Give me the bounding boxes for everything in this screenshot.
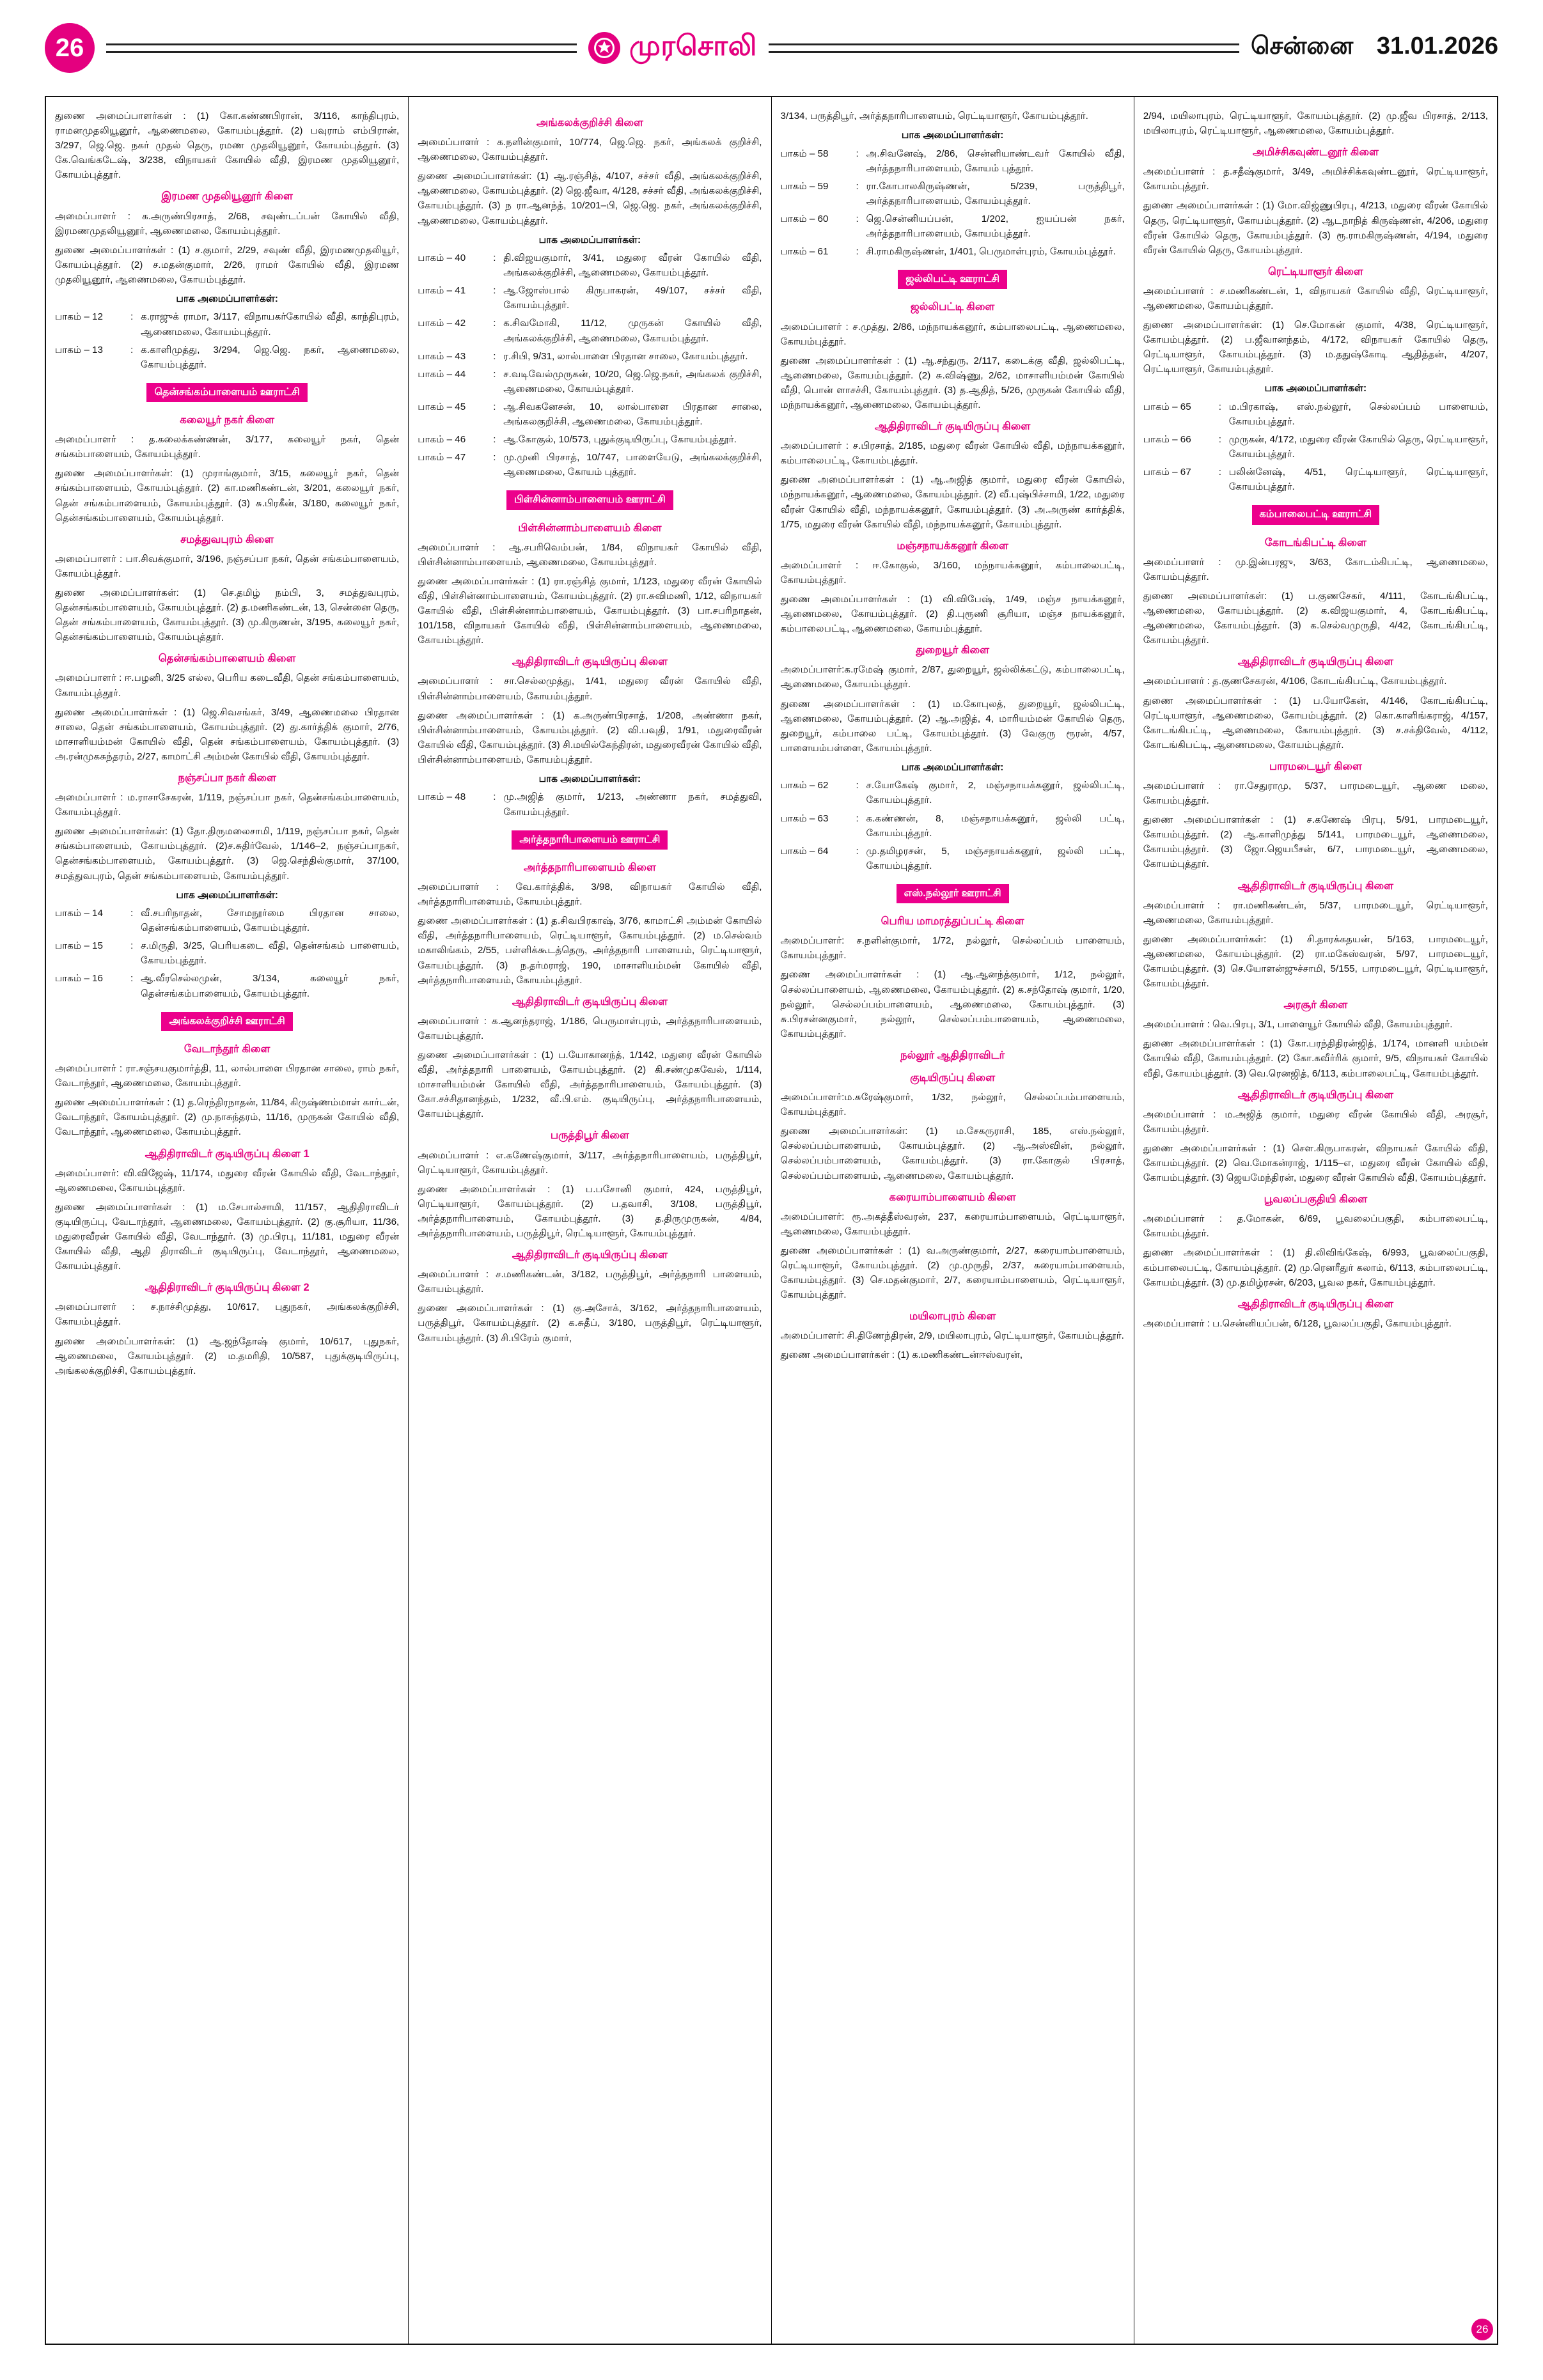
branch-heading: அர்த்தநாரிபாளையம் கிளை — [523, 861, 656, 873]
paragraph: துணை அமைப்பாளர்கள் : (1) ஆ.அஜித் குமார், மதுரை வீரன் கோயில், மந்நாயக்கனூர், ஆணைமலை, கோயம்புத்தூர். (2) வீ.புஷ்பிச்சாமி, 1/22, மதுரை வீரன் கோயில் வீதி, மந்நாயக்கனூர், கோயம்புத்தூர். (3) அ.அருண் கார்த்திக், 1/75, மதுரை வீரன் கோயில் வீதி, மந்நாயக்கனூர், கோயம்புத்தூர். — [780, 474, 1125, 530]
part-organiser-row — [781, 212, 1125, 241]
branch-heading: குடியிருப்பு கிளை — [910, 1072, 996, 1084]
part-organiser-row — [418, 349, 762, 364]
branch-heading: நஞ்சப்பா நகர் கிளை — [178, 772, 276, 784]
part-number: பாகம் – 67 — [1143, 467, 1191, 478]
column-4 — [1134, 97, 1497, 2344]
paragraph: அமைப்பாளர் : ச.பிரசாத், 2/185, மதுரை வீரன் கோயில் வீதி, மந்நாயக்கனூர், கம்பாலைபட்டி, கோயம்புத்தூர். — [780, 440, 1125, 467]
paragraph: துணை அமைப்பாளர்கள் : (1) ம.கோபுலத், துறையூர், ஜல்லிபட்டி, ஆணைமலை, கோயம்புத்தூர். (2) ஆ.அஜித், 4, மாரியம்மன் கோயில் தெரு, துறையூர், கம்பாலை பட்டி, கோயம்புத்தூர். (3) வேகுரு ரூரன், 4/57, பாளையம்பள்ளை, கோயம்புத்தூர். — [780, 698, 1125, 754]
part-organiser-detail: க.காளிமுத்து, 3/294, ஜெ.ஜெ. நகர், ஆணைமலை, கோயம்புத்தூர். — [141, 344, 400, 370]
paragraph: துணை அமைப்பாளர்கள்: (1) ஆ.ஜந்தோஷ் குமார், 10/617, புதுநகர், ஆணைமலை, கோயம்புத்தூர். (2) ம.தமரிதி, 10/587, புதுக்குடியிருப்பு, அங்கலக்குறிச்சி, கோயம்புத்தூர். — [55, 1335, 400, 1376]
paragraph: துணை அமைப்பாளர்கள் : (1) கு.அசோக், 3/162, அர்த்தநாரிபாளையம், பருத்திபூர், கோயம்புத்தூர். (2) க.சுதீப், 3/180, பருத்திபூர், ரெட்டியாளூர், கோயம்புத்தூர். (3) சி.பிரேம் குமார், — [418, 1303, 762, 1344]
part-number: பாகம் – 42 — [418, 318, 466, 329]
part-organiser-row — [418, 400, 762, 429]
paragraph: அமைப்பாளர் : ஈ.பழனி, 3/25 எல்ல, பெரிய கடைவீதி, தென் சங்கம்பாளையம், கோயம்புத்தூர். — [55, 673, 400, 699]
part-organiser-row — [55, 343, 399, 372]
part-number: பாகம் – 47 — [418, 452, 466, 463]
panchayat-heading: அங்கலக்குறிச்சி ஊராட்சி — [161, 1012, 292, 1031]
panchayat-heading-wrap — [55, 1004, 399, 1035]
paragraph: அமைப்பாளர்:ம.சுரேஷ்குமார், 1/32, நல்லூர், செல்லப்பம்பாளையம், கோயம்புத்தூர். — [780, 1092, 1125, 1118]
part-number: பாகம் – 14 — [55, 908, 103, 919]
murasoli-emblem-icon — [588, 32, 620, 64]
part-organiser-row — [418, 283, 762, 313]
branch-heading: ஆதிதிராவிடர் குடியிருப்பு கிளை — [1237, 880, 1393, 892]
branch-heading: நல்லூர் ஆதிதிராவிடர் — [900, 1049, 1005, 1061]
masthead-title: முரசொலி — [629, 30, 757, 61]
paragraph: அமைப்பாளர் : ச.மணிகண்டன், 1, விநாயகர் கோயில் வீதி, ரெட்டியாளூர், ஆணைமலை, கோயம்புத்தூர். — [1143, 285, 1488, 311]
part-organiser-row — [781, 244, 1125, 259]
row-separator: : — [856, 845, 859, 857]
row-separator: : — [493, 452, 496, 463]
paragraph: துணை அமைப்பாளர்கள் : (1) க.அருண்பிரசாத், 1/208, அண்ணா நகர், பிள்சின்னாம்பாளையம், கோயம்புத்தூர். (2) வி.பவுதி, 1/91, மதுரைவீரன் கோயில் வீதி, கோயம்புத்தூர். (3) சி.மயில்கேந்திரன், மதுரைவீரன் கோயில் வீதி, பிள்சின்னாம்பாளையம், கோயம்புத்தூர். — [418, 710, 762, 765]
paragraph: அமைப்பாளர் : ச.மணிகண்டன், 3/182, பருத்திபூர், அர்த்தநாரி பாளையம், கோயம்புத்தூர். — [418, 1269, 762, 1295]
paragraph: துணை அமைப்பாளர்கள் : (1) கோ.கண்ணபிரான், 3/116, காந்திபுரம், ராமனமுதலியூனூர், ஆணைமலை, கோயம்புத்தூர். (2) பவுராம் எம்பிரான், 3/297, ஜெ.ஜெ. நகர் முதல் தெரு, ரமண முதலியூனூர், கோயம்புத்தூர். (3) கே.வெங்கடேஷ், 3/238, விநாயகர் கோயில் வீதி, இரமண முதலியூனூர், கோயம்புத்தூர். — [55, 111, 400, 181]
row-separator: : — [493, 350, 496, 362]
part-organiser-detail: ஆ.ஜோஸ்பால் கிருபாகரன், 49/107, சச்சர் வீதி, கோயம்புத்தூர். — [503, 285, 762, 311]
branch-heading: ஆதிதிராவிடர் குடியிருப்பு கிளை — [875, 421, 1031, 433]
part-organiser-row — [55, 971, 399, 1000]
paragraph: துணை அமைப்பாளர்கள் : (1) ரா.ரஞ்சித் குமார், 1/123, மதுரை வீரன் கோயில் வீதி, பிள்சின்னாம்பாளையம், கோயம்புத்தூர். (2) ரா.சுவிமணி, 1/12, விநாயகர் கோயில் வீதி, பிள்சின்னாம்பாளையம், கோயம்புத்தூர். (3) பா.சபரிநாதன், 101/158, விநாயகர் கோயில் வீதி, பிள்சின்னாம்பாளையம், ஆணைமலை, கோயம்புத்தூர். — [418, 575, 762, 646]
column-2 — [409, 97, 771, 2344]
paragraph: துணை அமைப்பாளர்கள் : (1) ஜெ.சிவசங்கர், 3/49, ஆணைமலை பிரதான சாலை, தென் சங்கம்பாளையம், கோயம்புத்தூர். (2) து.கார்த்திக் குமார், 2/76, மாசாளியம்மன் கோயில் வீதி, தென் சங்கம்பாளையம், கோயம்புத்தூர். (3) அ.ரன்முகசுந்தரம், 2/27, காமாட்சி அம்மன் கோயில் வீதி, கோயம்புத்தூர். — [55, 706, 400, 762]
column-1 — [46, 97, 409, 2344]
branch-heading: ஆதிதிராவிடர் குடியிருப்பு கிளை 1 — [145, 1147, 309, 1160]
part-number: பாகம் – 61 — [780, 246, 829, 258]
part-number: பாகம் – 13 — [55, 344, 103, 355]
part-organiser-detail: ம.பிரகாஷ், எஸ்.நல்லூர், செல்லப்பம் பாளையம், கோயம்புத்தூர். — [1228, 401, 1488, 427]
branch-heading: ஜல்லிபட்டி கிளை — [910, 301, 995, 313]
paragraph: அமைப்பாளர் : க.ஆனந்தராஜ், 1/186, பெருமாள்புரம், அர்த்தநாரிபாளையம், கோயம்புத்தூர். — [418, 1015, 762, 1041]
paragraph: துணை அமைப்பாளர்கள் : (1) ச.குமார், 2/29, சவுண் வீதி, இரமணமுதலியூர், கோயம்புத்தூர். (2) ச.மதன்குமார், 2/26, ராமர் கோயில் வீதி, இரமண முதலியூனூர், ஆணைமலை, கோயம்புத்தூர். — [55, 244, 400, 285]
row-separator: : — [493, 253, 496, 264]
branch-heading: ஆதிதிராவிடர் குடியிருப்பு கிளை — [512, 1249, 668, 1261]
part-organiser-detail: ர.சிபி, 9/31, லால்பாளை பிரதான சாலை, கோயம்புத்தூர். — [503, 350, 748, 362]
column-3 — [772, 97, 1134, 2344]
paragraph: துணை அமைப்பாளர்கள் : (1) த.ரெந்திரநாதன், 11/84, கிருஷ்ணம்மாள் கார்டன், வேடாந்தூர், கோயம்புத்தூர். (2) மு.நாசுந்தரம், 11/16, முருகன் கோயில் வீதி, வேடாந்தூர், ஆணைமலை, கோயம்புத்தூர். — [55, 1097, 400, 1138]
part-number: பாகம் – 65 — [1143, 401, 1191, 412]
row-separator: : — [130, 344, 134, 355]
part-organiser-detail: ச.வடிவேல்முருகன், 10/20, ஜெ.ஜெ.நகர், அங்கலக் குறிச்சி, ஆணைமலை, கோயம்புத்தூர். — [503, 368, 762, 394]
part-organiser-row — [418, 367, 762, 396]
row-separator: : — [856, 148, 859, 159]
branch-heading: அரசூர் கிளை — [1283, 999, 1348, 1011]
paragraph: அமைப்பாளர் : ப.சென்னியப்பன், 6/128, பூவலப்பகுதி, கோயம்புத்தூர். — [1143, 1318, 1452, 1329]
paragraph: அமைப்பாளர் : த.குணசேகரன், 4/106, கோடங்கிபட்டி, கோயம்புத்தூர். — [1143, 676, 1447, 687]
part-organiser-detail: ரா.கோபாலகிருஷ்ணன், 5/239, பருத்திபூர், அர்த்தநாரிபாளையம், கோயம்புத்தூர். — [866, 180, 1125, 206]
paragraph: துணை அமைப்பாளர்கள் : (1) ம.சேபால்சாமி, 11/157, ஆதிதிராவிடர் குடியிருப்பு, வேடாந்தூர், ஆணைமலை, கோயம்புத்தூர். (2) கு.சூரியா, 11/36, மதுரைவீரன் கோயில் வீதி, வேடாந்தூர். (3) மு.பிரபு, 11/181, மதுரை வீரன் கோயில் வீதி, ஆதி திராவிடர் குடியிருப்பு, வேடாந்தூர், ஆணைமலை, கோயம்புத்தூர். — [55, 1201, 400, 1272]
branch-heading: பாரமடையூர் கிளை — [1269, 760, 1362, 772]
paragraph: அமைப்பாளர் : ஆ.சபரிவெம்பன், 1/84, விநாயகர் கோயில் வீதி, பிள்சின்னாம்பாளையம், ஆணைமலை, கோயம்புத்தூர். — [418, 541, 762, 568]
paragraph: துணை அமைப்பாளர்கள் : (1) ப.பசோனி குமார், 424, பருத்திபூர், ரெட்டியாளூர், கோயம்புத்தூர். (2) ப.தவாசி, 3/108, பருத்திபூர், அர்த்தநாரிபாளையம், கோயம்புத்தூர். (3) த.திருமுருகன், 4/84, அர்த்தநாரிபாளையம், பருத்திபூர், ரெட்டியாளூர், கோயம்புத்தூர். — [418, 1183, 762, 1239]
paragraph: 2/94, மயிலாபுரம், ரெட்டியாளூர், கோயம்புத்தூர். (2) மு.ஜீவ பிரசாத், 2/113, மயிலாபுரம், ரெட்டியாளூர், ஆணைமலை, கோயம்புத்தூர். — [1143, 111, 1488, 137]
paragraph: அமைப்பாளர்:க.ரமேஷ் குமார், 2/87, துறையூர், ஜல்லிக்கட்டு, கம்பாலைபட்டி, ஆணைமலை, கோயம்புத்தூர். — [780, 664, 1125, 690]
masthead-rule-left — [106, 43, 577, 53]
part-number: பாகம் – 48 — [418, 791, 466, 803]
row-separator: : — [130, 908, 134, 919]
part-number: பாகம் – 46 — [418, 434, 466, 446]
paragraph: துணை அமைப்பாளர்கள் : (1) ஆ.ஆனந்த்குமார், 1/12, நல்லூர், செல்லப்பாளையம், ஆணைமலை, கோயம்புத்தூர். (2) க.சந்தோஷ் குமார், 1/20, நல்லூர், செல்லப்பம்பாளையம், ஆணைமலை, கோயம்புத்தூர். (3) சு.பிரசன்னகுமார், நல்லூர், செல்லப்பம்பாளையம், ஆணைமலை, கோயம்புத்தூர். — [780, 969, 1125, 1039]
branch-heading: சமத்துவபுரம் கிளை — [180, 533, 274, 545]
paragraph: 3/134, பருத்திபூர், அர்த்தநாரிபாளையம், ரெட்டியாளூர், கோயம்புத்தூர். — [780, 111, 1088, 121]
branch-heading: ரெட்டியாளூர் கிளை — [1267, 265, 1363, 277]
section-label: பாக அமைப்பாளர்கள்: — [901, 130, 1004, 141]
part-organiser-row — [781, 844, 1125, 873]
paragraph: துணை அமைப்பாளர்கள்: (1) செ.மோகன் குமார், 4/38, ரெட்டியாளூர், கோயம்புத்தூர். (2) ப.ஜீவானந்தம், 4/172, விநாயகர் கோயில் தெரு, ரெட்டியாளூர், கோயம்புத்தூர். (3) ம.ததுஷ்கோடி ஆதித்தன், 4/207, ரெட்டியாளூர், கோயம்புத்தூர். — [1143, 320, 1488, 375]
part-organiser-row — [781, 778, 1125, 807]
part-organiser-detail: ஜெ.சென்னியப்பன், 1/202, ஐயப்பன் நகர், அர்த்தநாரிபாளையம், கோயம்புத்தூர். — [866, 213, 1125, 239]
paragraph: அமைப்பாளர் : வே.கார்த்திக், 3/98, விநாயகர் கோயில் வீதி, அர்த்தநாரிபாளையம், கோயம்புத்தூர். — [418, 882, 762, 908]
paragraph: துணை அமைப்பாளர்கள் : (1) ப.யோகேன், 4/146, கோடங்கிபட்டி, ரெட்டியாளூர், ஆணைமலை, கோயம்புத்தூர். (2) கொ.காளிங்கராஜ், 4/157, கோடங்கிபட்டி, ஆணைமலை, கோயம்புத்தூர். (3) ச.சக்திவேல், 4/112, கோடங்கிபட்டி, ஆணைமலை, கோயம்புத்தூர். — [1143, 695, 1488, 751]
branch-heading: இரமண முதலியூனூர் கிளை — [161, 191, 293, 203]
part-number: பாகம் – 41 — [418, 285, 466, 297]
section-label: பாக அமைப்பாளர்கள்: — [538, 774, 641, 785]
panchayat-heading-wrap — [1143, 497, 1488, 528]
part-organiser-row — [418, 789, 762, 819]
panchayat-heading: எஸ்.நல்லூர் ஊராட்சி — [897, 884, 1009, 903]
part-organiser-row — [781, 146, 1125, 176]
part-number: பாகம் – 40 — [418, 253, 466, 264]
branch-heading: மஞ்சநாயக்கனூர் கிளை — [897, 540, 1008, 552]
part-number: பாகம் – 45 — [418, 401, 466, 412]
row-separator: : — [493, 285, 496, 297]
branch-heading: கலையூர் நகர் கிளை — [180, 414, 275, 426]
part-number: பாகம் – 12 — [55, 311, 103, 323]
paragraph: அமைப்பாளர் : ரா.சேதுராமு, 5/37, பாரமடையூர், ஆணை மலை, கோயம்புத்தூர். — [1143, 781, 1488, 807]
part-number: பாகம் – 64 — [780, 845, 829, 857]
paragraph: அமைப்பாளர் : த.கலைக்கண்ணன், 3/177, கலையூர் நகர், தென் சங்கம்பாளையம், கோயம்புத்தூர். — [55, 434, 400, 460]
panchayat-heading: ஜல்லிபட்டி ஊராட்சி — [898, 270, 1007, 289]
panchayat-heading-wrap — [55, 375, 399, 406]
part-organiser-detail: மு.முனி பிரசாத், 10/747, பாளையேடு, அங்கலக்குறிச்சி, ஆணைமலை, கோயம் புத்தூர். — [503, 452, 762, 478]
part-number: பாகம் – 63 — [780, 813, 829, 824]
row-separator: : — [856, 780, 859, 791]
part-organiser-detail: வீ.சபரிநாதன், சோமநூர்மை பிரதான சாலை, தென்சங்கம்பாளையம், கோயம்புத்தூர். — [141, 908, 400, 934]
part-organiser-detail: க.கண்ணன், 8, மஞ்சநாயக்கனூர், ஜல்லி பட்டி, கோயம்புத்தூர். — [866, 813, 1125, 839]
part-number: பாகம் – 15 — [55, 940, 103, 952]
paragraph: துணை அமைப்பாளர்கள் : (1) த.சிவபிரகாஷ், 3/76, காமாட்சி அம்மன் கோயில் வீதி, அர்த்தநாரிபாளையம், ரெட்டியாளூர், கோயம்புத்தூர். (2) ம.செல்வம் மகாலிங்கம், 2/55, பள்ளிக்கூடத்தெரு, அர்த்தநாரி பாளையம், ரெட்டியாளூர், கோயம்புத்தூர். (3) ந.தர்மராஜ், 190, மாசாளியம்மன் கோயில் வீதி, அர்த்தநாரிபாளையம், கோயம்புத்தூர். — [418, 915, 762, 986]
masthead — [0, 0, 1543, 96]
branch-heading: பெரிய மாமரத்துப்பட்டி கிளை — [881, 915, 1024, 928]
paragraph: துணை அமைப்பாளர்கள் : (1) சௌ.கிருபாகரன், விநாயகர் கோயில் வீதி, கோயம்புத்தூர். (2) வெ.மோகன்ராஜ், 1/115–எ, மதுரை வீரன் கோயில் வீதி, கோயம்புத்தூர். (3) ஜெயமேந்திரன், மதுரை வீரன் கோயில் வீதி, கோயம்புத்தூர். — [1143, 1142, 1488, 1184]
masthead-rule-right — [769, 43, 1239, 53]
section-label: பாக அமைப்பாளர்கள்: — [176, 293, 278, 305]
paragraph: அமைப்பாளர் : க.நளின்குமார், 10/774, ஜெ.ஜெ. நகர், அங்கலக் குறிச்சி, ஆணைமலை, கோயம்புத்தூர். — [418, 137, 762, 163]
row-separator: : — [856, 246, 859, 258]
part-organiser-row — [1143, 465, 1488, 494]
panchayat-heading-wrap — [781, 876, 1125, 907]
paragraph: துணை அமைப்பாளர்கள் : (1) தி.லிவிங்கேஷ், 6/993, பூவலைப்பகுதி, கம்பாலைபட்டி, கோயம்புத்தூர். (2) மு.ரெனரீதுர் கலாம், 6/113, கம்பாலைபட்டி, கோயம்புத்தூர். (3) மு.தமிழ்ரசன், 6/203, பூவல நகர், கோயம்புத்தூர். — [1143, 1247, 1488, 1288]
panchayat-heading-wrap — [781, 262, 1125, 293]
paragraph: துணை அமைப்பாளர்கள்: (1) ம.சேகருராசி, 185, எஸ்.நல்லூர், செல்லப்பம்பாளையம், கோயம்புத்தூர். (2) ஆ.அஸ்வின், நல்லூர், செல்லப்பம்பாளையம், கோயம்புத்தூர். (3) ரா.கோகுல் பிரசாத், செல்லப்பம்பாளையம், ஆணைமலை, கோயம்புத்தூர். — [780, 1126, 1125, 1181]
part-organiser-row — [1143, 400, 1488, 429]
branch-heading: தென்சங்கம்பாளையம் கிளை — [158, 653, 296, 665]
paragraph: துணை அமைப்பாளர்கள் : (1) மோ.விஜ்ணுபிரபு, 4/213, மதுரை வீரன் கோயில் தெரு, ரெட்டியாளூர், கோயம்புத்தூர். (2) ஆடநாநித் கிருஷ்ணன், 4/206, மதுரை வீரன் கோயில் தெரு, கோயம்புத்தூர். (3) ரூ.ராமகிருஷ்ணன், 4/194, மதுரை வீரன் கோயில் தெரு, கோயம்புத்தூர். — [1143, 200, 1488, 256]
paragraph: அமைப்பாளர் : ம.அஜித் குமார், மதுரை வீரன் கோயில் வீதி, அரசூர், கோயம்புத்தூர். — [1143, 1108, 1488, 1135]
branch-heading: அமிச்சிகவுண்டனூர் கிளை — [1252, 146, 1379, 159]
part-organiser-detail: முருகன், 4/172, மதுரை வீரன் கோயில் தெரு, ரெட்டியாளூர், கோயம்புத்தூர். — [1228, 434, 1488, 460]
part-number: பாகம் – 62 — [780, 780, 829, 791]
branch-heading: ஆதிதிராவிடர் குடியிருப்பு கிளை — [512, 995, 668, 1007]
paragraph: அமைப்பாளர் : த.மோகன், 6/69, பூவலைப்பகுதி, கம்பாலைபட்டி, கோயம்புத்தூர். — [1143, 1213, 1488, 1240]
paragraph: அமைப்பாளர் : எ.கணேஷ்குமார், 3/117, அர்த்தநாரிபாளையம், பருத்திபூர், ரெட்டியாளூர், கோயம்புத்தூர். — [418, 1149, 762, 1176]
row-separator: : — [1218, 401, 1221, 412]
panchayat-heading-wrap — [418, 823, 762, 853]
row-separator: : — [856, 213, 859, 224]
branch-heading: வேடாந்தூர் கிளை — [184, 1043, 270, 1055]
paragraph: துணை அமைப்பாளர்கள்: (1) முராங்குமார், 3/15, கலையூர் நகர், தென் சங்கம்பாளையம், கோயம்புத்தூர். (2) கா.மணிகண்டன், 3/201, கலையூர் நகர், தென் சங்கம்பாளையம், கோயம்புத்தூர். (3) சு.பிரகீன், 3/180, கலையூர் நகர், தென்சங்கம்பாளையம், கோயம்புத்தூர். — [55, 468, 400, 524]
paragraph: அமைப்பாளர் : சா.செல்லமுத்து, 1/41, மதுரை வீரன் கோயில் வீதி, பிள்சின்னாம்பாளையம், கோயம்புத்தூர். — [418, 676, 762, 702]
row-separator: : — [130, 940, 134, 952]
paragraph: துணை அமைப்பாளர்கள்: (1) தோ.திருமலைசாமி, 1/119, நஞ்சப்பா நகர், தென் சங்கம்பாளையம், கோயம்புத்தூர். (2)ச.சுதிர்வேல், 1/146–2, நஞ்சப்பாநகர், தென்சங்கம்பாளையம், கோயம்புத்தூர். (3) ஜெ.செந்தில்குமார், 37/100, சமத்துவபுரம், தென் சங்கம்பாளையம், கோயம்புத்தூர். — [55, 826, 400, 882]
part-organiser-detail: அ.சிவனேஷ், 2/86, சென்னியாண்டவர் கோயில் வீதி, அர்த்தநாரிபாளையம், கோயம் புத்தூர். — [866, 148, 1125, 174]
section-label: பாக அமைப்பாளர்கள்: — [1264, 383, 1367, 394]
row-separator: : — [493, 401, 496, 412]
page-footer-badge: 26 — [1471, 2319, 1493, 2340]
paragraph: துணை அமைப்பாளர்கள்: (1) சி.தாரக்கதயன், 5/163, பாரமடையூர், ஆணைமலை, கோயம்புத்தூர். (2) ரா.மகேஸ்வரன், 5/97, பாரமடையூர், கோயம்புத்தூர். (3) செ.யோளன்ஜுச்சாமி, 5/155, பாரமடையூர், ரெட்டியாளூர், கோயம்புத்தூர். — [1143, 933, 1488, 990]
paragraph: துணை அமைப்பாளர்கள் : (1) கோ.பரந்திதிரன்ஜித், 1/174, மானளி யம்மன் கோயில் வீதி, கோயம்புத்தூர். (2) கோ.கவீர்ரிக் குமார், 9/5, விநாயகர் கோயில் வீதி, கோயம்புத்தூர். (3) வெ.ரெனஜித், 6/113, கம்பாலைபட்டி, கோயம்புத்தூர். — [1143, 1038, 1488, 1079]
section-label: பாக அமைப்பாளர்கள்: — [538, 234, 641, 245]
paragraph: துணை அமைப்பாளர்கள்: (1) ப.குணசேகர், 4/111, கோடங்கிபட்டி, ஆணைமலை, கோயம்புத்தூர். (2) க.விஜயகுமார், 4, கோடங்கிபட்டி, ஆணைமலை, கோயம்புத்தூர். (3) க.செல்வமுருதி, 4/42, கோடங்கிபட்டி, கோயம்புத்தூர். — [1143, 591, 1488, 646]
part-organiser-detail: சி.ராமகிருஷ்ணன், 1/401, பெருமாள்புரம், கோயம்புத்தூர். — [866, 246, 1116, 258]
part-number: பாகம் – 43 — [418, 350, 466, 362]
paragraph: அமைப்பாளர் : மு.இன்பரஜு, 3/63, கோடம்கிபட்டி, ஆணைமலை, கோயம்புத்தூர். — [1143, 556, 1488, 582]
branch-heading: மயிலாபுரம் கிளை — [909, 1311, 996, 1323]
branch-heading: கோடங்கிபட்டி கிளை — [1264, 536, 1367, 548]
part-organiser-row — [781, 179, 1125, 208]
part-organiser-row — [55, 309, 399, 339]
part-organiser-detail: ஆ.வீரசெல்லமுன், 3/134, கலையூர் நகர், தென்சங்கம்பாளையம், கோயம்புத்தூர். — [141, 973, 400, 999]
part-number: பாகம் – 58 — [780, 148, 829, 159]
row-separator: : — [1218, 434, 1221, 446]
branch-heading: பருத்திபூர் கிளை — [550, 1130, 629, 1142]
branch-heading: ஆதிதிராவிடர் குடியிருப்பு கிளை — [1237, 1089, 1393, 1101]
part-organiser-row — [418, 432, 762, 447]
section-label: பாக அமைப்பாளர்கள்: — [901, 761, 1004, 773]
paragraph: அமைப்பாளர் : ச.நாச்சிமுத்து, 10/617, புதுநகர், அங்கலக்குறிச்சி, கோயம்புத்தூர். — [55, 1302, 400, 1328]
paragraph: அமைப்பாளர்: சி.திணேந்திரன், 2/9, மயிலாபுரம், ரெட்டியாளூர், கோயம்புத்தூர். — [780, 1330, 1124, 1342]
paragraph: அமைப்பாளர் : ஈ.கோகுல், 3/160, மந்நாயக்கனூர், கம்பாலைபட்டி, கோயம்புத்தூர். — [780, 559, 1125, 586]
row-separator: : — [1218, 467, 1221, 478]
branch-heading: துறையூர் கிளை — [916, 644, 989, 657]
panchayat-heading: தென்சங்கம்பாளையம் ஊராட்சி — [146, 383, 307, 402]
branch-heading: அங்கலக்குறிச்சி கிளை — [536, 117, 643, 128]
part-organiser-row — [418, 316, 762, 345]
panchayat-heading: பிள்சின்னாம்பாளையம் ஊராட்சி — [506, 490, 673, 509]
edition-city: சென்னை — [1250, 33, 1354, 59]
row-separator: : — [493, 368, 496, 380]
paragraph: அமைப்பாளர் : ச.முத்து, 2/86, மந்நாயக்கனூர், கம்பாலைபட்டி, ஆணைமலை, கோயம்புத்தூர். — [780, 321, 1125, 347]
paragraph: துணை அமைப்பாளர்கள் : (1) ச.கணேஷ் பிரபு, 5/91, பாரமடையூர், கோயம்புத்தூர். (2) ஆ.காளிமுத்து 5/141, பாரமடையூர், ஆணைமலை, கோயம்புத்தூர். (3) ஜோ.ஜெயபீசன், 6/7, பாரமடையூர், ஆணைமலை, கோயம்புத்தூர். — [1143, 814, 1488, 870]
row-separator: : — [856, 813, 859, 824]
paragraph: அமைப்பாளர் : பா.சிவக்குமார், 3/196, நஞ்சப்பா நகர், தென் சங்கம்பாளையம், கோயம்புத்தூர். — [55, 553, 400, 579]
part-organiser-detail: ஆ.சிவகனேசன், 10, லால்பாளை பிரதான சாலை, அங்கலகுறிச்சி, ஆணைமலை, கோயம்புத்தூர். — [503, 401, 762, 427]
part-organiser-detail: தி.விஜயகுமார், 3/41, மதுரை வீரன் கோயில் வீதி, அங்கலக்குறிச்சி, ஆணைமலை, கோயம்புத்தூர். — [503, 253, 762, 279]
row-separator: : — [130, 311, 134, 323]
panchayat-heading-wrap — [418, 483, 762, 513]
paragraph: துணை அமைப்பாளர்கள்: (1) செ.தமிழ் நம்பி, 3, சமத்துவபுரம், தென்சங்கம்பாளையம், கோயம்புத்தூர். (2) த.மணிகண்டன், 13, சென்னை தெரு, தென் சங்கம்பாளையம், கோயம்புத்தூர். (3) மு.கிருணன், 3/195, கலையூர் நகர், தென்சங்கம்பாளையம், கோயம்புத்தூர். — [55, 587, 400, 643]
part-organiser-detail: மு.தமிழரசன், 5, மஞ்சநாயக்கனூர், ஜல்லி பட்டி, கோயம்புத்தூர். — [866, 845, 1125, 871]
paragraph: துணை அமைப்பாளர்கள் : (1) ப.யோகானந்த், 1/142, மதுரை வீரன் கோயில் வீதி, அர்த்தநாரி பாளையம், கோயம்புத்தூர். (2) கி.சண்முகவேல், 1/114, மாசாளியம்மன் கோயில் வீதி, அர்த்தநாரிபாளையம், கோயம்புத்தூர். (3) கோ.சச்சிதானந்தம், 1/232, வீ.பி.எம். குடியிருப்பு, அர்த்தநாரிபாளையம், கோயம்புத்தூர். — [418, 1049, 762, 1120]
paragraph: அமைப்பாளர்: வி.விஜேஷ், 11/174, மதுரை வீரன் கோயில் வீதி, வேடாந்தூர், ஆணைமலை, கோயம்புத்தூர். — [55, 1167, 400, 1194]
edition-date: 31.01.2026 — [1376, 33, 1498, 59]
edition-info — [1251, 33, 1498, 63]
branch-heading: ஆதிதிராவிடர் குடியிருப்பு கிளை 2 — [145, 1282, 309, 1294]
paragraph: அமைப்பாளர்: ரூ.அகத்தீஸ்வரன், 237, கரையாம்பாளையம், ரெட்டியாளூர், ஆணைமலை, கோயம்புத்தூர். — [780, 1211, 1125, 1237]
part-organiser-row — [418, 251, 762, 280]
part-organiser-detail: ஆ.கோகுல், 10/573, புதுக்குடியிருப்பு, கோயம்புத்தூர். — [503, 434, 737, 446]
row-separator: : — [493, 434, 496, 446]
part-organiser-detail: மு.அஜித் குமார், 1/213, அண்ணா நகர், சமத்துவி, கோயம்புத்தூர். — [503, 791, 762, 818]
part-organiser-row — [55, 938, 399, 968]
columns-container — [45, 96, 1498, 2345]
row-separator: : — [856, 180, 859, 192]
part-number: பாகம் – 66 — [1143, 434, 1191, 446]
page-number-badge: 26 — [45, 23, 95, 73]
paragraph: அமைப்பாளர் : க.அருண்பிரசாத், 2/68, சவுண்டப்பன் கோயில் வீதி, இரமணமுதலியூனூர், ஆணைமலை, கோயம்புத்தூர். — [55, 210, 400, 237]
panchayat-heading: அர்த்தநாரிபாளையம் ஊராட்சி — [512, 830, 668, 850]
paragraph: அமைப்பாளர் : ரா.சஞ்சயகுமார்த்தி, 11, லால்பாளை பிரதான சாலை, ராம் நகர், வேடாந்தூர், ஆணைமலை, கோயம்புத்தூர். — [55, 1063, 400, 1089]
part-number: பாகம் – 44 — [418, 368, 466, 380]
paragraph: அமைப்பாளர் : ரா.மணிகண்டன், 5/37, பாரமடையூர், ரெட்டியாளூர், ஆணைமலை, கோயம்புத்தூர். — [1143, 899, 1488, 926]
part-organiser-detail: க.ராஜுக் ராமா, 3/117, விநாயகர்கோயில் வீதி, காந்திபுரம், ஆணைமலை, கோயம்புத்தூர். — [141, 311, 400, 338]
part-number: பாகம் – 59 — [780, 180, 829, 192]
part-number: பாகம் – 60 — [780, 213, 829, 224]
paragraph: துணை அமைப்பாளர்கள்: (1) ஆ.ரஞ்சித், 4/107, சச்சர் வீதி, அங்கலக்குறிச்சி, ஆணைமலை, கோயம்புத்தூர். (2) ஜெ.ஜீவா, 4/128, சச்சர் வீதி, அங்கலக்குறிச்சி, கோயம்புத்தூர். (3) ந ரா.ஆனந்த், 10/201–பி, ஜெ.ஜெ. நகர், அங்கலக்குறிச்சி, ஆணைமலை, கோயம்புத்தூர். — [418, 171, 762, 226]
branch-heading: ஆதிதிராவிடர் குடியிருப்பு கிளை — [1237, 656, 1393, 668]
branch-heading: ஆதிதிராவிடர் குடியிருப்பு கிளை — [1237, 1298, 1393, 1310]
part-organiser-row — [418, 450, 762, 479]
part-number: பாகம் – 16 — [55, 973, 103, 984]
branch-heading: பூவலப்பகுதியி கிளை — [1264, 1194, 1368, 1206]
branch-heading: ஆதிதிராவிடர் குடியிருப்பு கிளை — [512, 656, 668, 668]
paragraph: அமைப்பாளர் : வெ.பிரபு, 3/1, பாளையூர் கோயில் வீதி, கோயம்புத்தூர். — [1143, 1019, 1453, 1031]
masthead-logo — [588, 30, 757, 66]
paragraph: துணை அமைப்பாளர்கள் : (1) க.மணிகண்டன்ஈஸ்வரன், — [780, 1349, 1023, 1361]
row-separator: : — [493, 318, 496, 329]
paragraph: துணை அமைப்பாளர்கள் : (1) வி.விபேஷ், 1/49, மஞ்ச நாயக்கனூர், ஆணைமலை, கோயம்புத்தூர். (2) தி.புரூணி சூரியா, மஞ்ச நாயக்கனூர், கம்பாலைபட்டி, ஆணைமலை, கோயம்புத்தூர். — [780, 594, 1125, 635]
part-organiser-detail: பலின்னேஷ், 4/51, ரெட்டியாளூர், ரெட்டியாளூர், கோயம்புத்தூர். — [1228, 467, 1488, 493]
part-organiser-detail: ச.யோகேஷ் குமார், 2, மஞ்சநாயக்கனூர், ஜல்லிபட்டி, கோயம்புத்தூர். — [866, 780, 1125, 806]
paragraph: அமைப்பாளர் : ம.ராசாசேகரன், 1/119, நஞ்சப்பா நகர், தென்சங்கம்பாளையம், கோயம்புத்தூர். — [55, 792, 400, 818]
branch-heading: கரையாம்பாளையம் கிளை — [889, 1191, 1016, 1203]
paragraph: துணை அமைப்பாளர்கள் : (1) வ.அருண்குமார், 2/27, கரையாம்பாளையம், ரெட்டியாளூர், கோயம்புத்தூர். (2) மு.முருதி, 2/37, கரையாம்பாளையம், கோயம்புத்தூர். (3) செ.மதன்குமார், 2/7, கரையாம்பாளையம், ரெட்டியாளூர், கோயம்புத்தூர். — [780, 1245, 1125, 1301]
part-organiser-detail: க.சிவமோகி, 11/12, முருகன் கோயில் வீதி, அங்கலக்குறிச்சி, ஆணைமலை, கோயம்புத்தூர். — [503, 318, 762, 344]
part-organiser-row — [781, 811, 1125, 841]
paragraph: அமைப்பாளர்: ச.நளின்குமார், 1/72, நல்லூர், செல்லப்பம் பாளையம், கோயம்புத்தூர். — [780, 935, 1125, 961]
branch-heading: பிள்சின்னாம்பாளையம் கிளை — [518, 522, 662, 534]
panchayat-heading: கம்பாலைபட்டி ஊராட்சி — [1252, 505, 1380, 524]
row-separator: : — [493, 791, 496, 803]
part-organiser-row — [55, 906, 399, 935]
part-organiser-detail: ச.மிருதி, 3/25, பெரியகடை வீதி, தென்சங்கம் பாளையம், கோயம்புத்தூர். — [141, 940, 400, 967]
paragraph: துணை அமைப்பாளர்கள் : (1) ஆ.சந்துரு, 2/117, கடைக்கு வீதி, ஜல்லிபட்டி, ஆணைமலை, கோயம்புத்தூர். (2) சு.விஷ்ணு, 2/62, மாசாளியம்மன் கோயில் வீதி, பொன் ளாசச்சி, கோயம்புத்தூர். (3) த.ஆதித், 5/26, முருகன் கோயில் வீதி, மந்நாயக்கனூர், ஆணைமலை, கோயம்புத்தூர். — [780, 355, 1125, 411]
section-label: பாக அமைப்பாளர்கள்: — [176, 889, 278, 901]
part-organiser-row — [1143, 432, 1488, 462]
row-separator: : — [130, 973, 134, 984]
paragraph: அமைப்பாளர் : த.சதீஷ்குமார், 3/49, அமிச்சிக்கவுண்டனூர், ரெட்டியாளூர், கோயம்புத்தூர். — [1143, 166, 1488, 192]
